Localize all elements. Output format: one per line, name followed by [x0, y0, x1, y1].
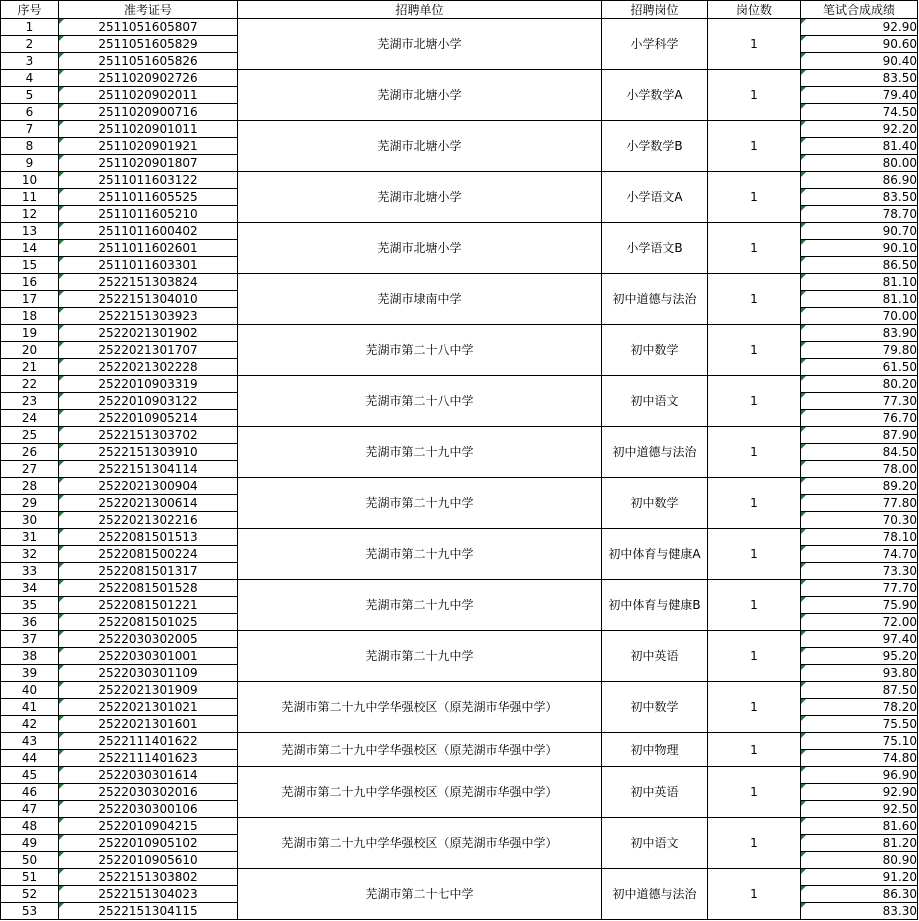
cell-seq[interactable]: 49 [1, 835, 59, 852]
table-body [1, 19, 918, 920]
cell-score[interactable]: 79.40 [801, 87, 918, 104]
cell-seq[interactable]: 15 [1, 257, 59, 274]
cell-exam-no[interactable]: 2522010903319 [59, 376, 238, 393]
cell-exam-no[interactable]: 2522030302016 [59, 784, 238, 801]
cell-exam-no[interactable]: 2522151303824 [59, 274, 238, 291]
cell-unit[interactable]: 芜湖市第二十九中学华强校区（原芜湖市华强中学） [238, 733, 602, 767]
table-row [1, 427, 918, 444]
cell-score[interactable]: 78.20 [801, 699, 918, 716]
header-row [1, 1, 918, 19]
table-row [1, 121, 918, 138]
cell-seq[interactable]: 21 [1, 359, 59, 376]
cell-position[interactable]: 初中体育与健康A [602, 529, 708, 580]
table-row [1, 223, 918, 240]
cell-exam-no[interactable]: 2522010905610 [59, 852, 238, 869]
cell-seq[interactable]: 6 [1, 104, 59, 121]
cell-exam-no[interactable]: 2522021301909 [59, 682, 238, 699]
cell-unit[interactable]: 芜湖市第二十八中学 [238, 376, 602, 427]
cell-score[interactable]: 80.90 [801, 852, 918, 869]
cell-seq[interactable]: 30 [1, 512, 59, 529]
cell-score[interactable]: 78.10 [801, 529, 918, 546]
cell-exam-no[interactable]: 2511011603122 [59, 172, 238, 189]
cell-score[interactable]: 79.80 [801, 342, 918, 359]
cell-position[interactable]: 初中数学 [602, 682, 708, 733]
cell-seq[interactable]: 37 [1, 631, 59, 648]
cell-seq[interactable]: 22 [1, 376, 59, 393]
cell-exam-no[interactable]: 2522081501025 [59, 614, 238, 631]
cell-count[interactable]: 1 [708, 274, 801, 325]
cell-exam-no[interactable]: 2522081501528 [59, 580, 238, 597]
table-row [1, 172, 918, 189]
cell-seq[interactable]: 33 [1, 563, 59, 580]
cell-seq[interactable]: 34 [1, 580, 59, 597]
cell-exam-no[interactable]: 2522151304010 [59, 291, 238, 308]
cell-score[interactable]: 83.50 [801, 70, 918, 87]
cell-exam-no[interactable]: 2522021302228 [59, 359, 238, 376]
cell-score[interactable]: 90.70 [801, 223, 918, 240]
cell-score[interactable]: 95.20 [801, 648, 918, 665]
cell-seq[interactable]: 4 [1, 70, 59, 87]
cell-exam-no[interactable]: 2511020902011 [59, 87, 238, 104]
cell-seq[interactable]: 20 [1, 342, 59, 359]
cell-seq[interactable]: 35 [1, 597, 59, 614]
cell-score[interactable]: 75.10 [801, 733, 918, 750]
cell-seq[interactable]: 26 [1, 444, 59, 461]
cell-position[interactable]: 初中数学 [602, 478, 708, 529]
cell-seq[interactable]: 23 [1, 393, 59, 410]
cell-unit[interactable]: 芜湖市北塘小学 [238, 19, 602, 70]
cell-unit[interactable]: 芜湖市埭南中学 [238, 274, 602, 325]
cell-unit[interactable]: 芜湖市第二十九中学华强校区（原芜湖市华强中学） [238, 767, 602, 818]
cell-count[interactable]: 1 [708, 631, 801, 682]
cell-score[interactable]: 74.80 [801, 750, 918, 767]
cell-exam-no[interactable]: 2511051605829 [59, 36, 238, 53]
cell-score[interactable]: 73.30 [801, 563, 918, 580]
cell-exam-no[interactable]: 2522111401623 [59, 750, 238, 767]
cell-seq[interactable]: 11 [1, 189, 59, 206]
cell-score[interactable]: 75.90 [801, 597, 918, 614]
cell-seq[interactable]: 5 [1, 87, 59, 104]
cell-exam-no[interactable]: 2522151303923 [59, 308, 238, 325]
cell-exam-no[interactable]: 2522030300106 [59, 801, 238, 818]
cell-score[interactable]: 86.90 [801, 172, 918, 189]
cell-score[interactable]: 86.50 [801, 257, 918, 274]
cell-exam-no[interactable]: 2522010904215 [59, 818, 238, 835]
cell-score[interactable]: 83.30 [801, 903, 918, 920]
cell-exam-no[interactable]: 2522010903122 [59, 393, 238, 410]
cell-exam-no[interactable]: 2511051605826 [59, 53, 238, 70]
cell-exam-no[interactable]: 2511011605210 [59, 206, 238, 223]
cell-unit[interactable]: 芜湖市北塘小学 [238, 172, 602, 223]
table-row [1, 529, 918, 546]
cell-score[interactable]: 78.00 [801, 461, 918, 478]
cell-score[interactable]: 81.10 [801, 274, 918, 291]
cell-seq[interactable]: 9 [1, 155, 59, 172]
cell-score[interactable]: 74.70 [801, 546, 918, 563]
table-row [1, 869, 918, 886]
cell-exam-no[interactable]: 2522021302216 [59, 512, 238, 529]
table-row [1, 682, 918, 699]
cell-seq[interactable]: 28 [1, 478, 59, 495]
cell-score[interactable]: 72.00 [801, 614, 918, 631]
cell-seq[interactable]: 10 [1, 172, 59, 189]
cell-seq[interactable]: 45 [1, 767, 59, 784]
cell-score[interactable]: 70.30 [801, 512, 918, 529]
cell-score[interactable]: 90.10 [801, 240, 918, 257]
cell-exam-no[interactable]: 2511020900716 [59, 104, 238, 121]
cell-score[interactable]: 92.50 [801, 801, 918, 818]
cell-seq[interactable]: 16 [1, 274, 59, 291]
cell-count[interactable]: 1 [708, 172, 801, 223]
cell-exam-no[interactable]: 2522081501221 [59, 597, 238, 614]
table-row [1, 818, 918, 835]
cell-seq[interactable]: 12 [1, 206, 59, 223]
cell-score[interactable]: 83.90 [801, 325, 918, 342]
cell-position[interactable]: 初中数学 [602, 325, 708, 376]
cell-exam-no[interactable]: 2522021300614 [59, 495, 238, 512]
cell-count[interactable]: 1 [708, 529, 801, 580]
table-row [1, 274, 918, 291]
cell-count[interactable]: 1 [708, 427, 801, 478]
cell-count[interactable]: 1 [708, 70, 801, 121]
cell-exam-no[interactable]: 2522010905102 [59, 835, 238, 852]
cell-position[interactable]: 小学数学B [602, 121, 708, 172]
cell-position[interactable]: 小学数学A [602, 70, 708, 121]
cell-score[interactable]: 92.90 [801, 19, 918, 36]
cell-unit[interactable]: 芜湖市第二十九中学 [238, 529, 602, 580]
cell-score[interactable]: 96.90 [801, 767, 918, 784]
cell-unit[interactable]: 芜湖市第二十八中学 [238, 325, 602, 376]
cell-exam-no[interactable]: 2522081501317 [59, 563, 238, 580]
cell-seq[interactable]: 18 [1, 308, 59, 325]
header-score[interactable]: 笔试合成成绩 [801, 1, 918, 19]
cell-seq[interactable]: 48 [1, 818, 59, 835]
cell-exam-no[interactable]: 2522151304114 [59, 461, 238, 478]
cell-unit[interactable]: 芜湖市第二十七中学 [238, 869, 602, 920]
cell-score[interactable]: 97.40 [801, 631, 918, 648]
table-row [1, 376, 918, 393]
cell-count[interactable]: 1 [708, 733, 801, 767]
cell-seq[interactable]: 50 [1, 852, 59, 869]
cell-score[interactable]: 77.70 [801, 580, 918, 597]
cell-score[interactable]: 81.20 [801, 835, 918, 852]
cell-seq[interactable]: 31 [1, 529, 59, 546]
cell-seq[interactable]: 51 [1, 869, 59, 886]
cell-exam-no[interactable]: 2522021300904 [59, 478, 238, 495]
cell-score[interactable]: 90.60 [801, 36, 918, 53]
cell-seq[interactable]: 41 [1, 699, 59, 716]
cell-seq[interactable]: 3 [1, 53, 59, 70]
cell-position[interactable]: 小学科学 [602, 19, 708, 70]
cell-seq[interactable]: 53 [1, 903, 59, 920]
cell-score[interactable]: 93.80 [801, 665, 918, 682]
cell-exam-no[interactable]: 2511020901011 [59, 121, 238, 138]
table-row [1, 70, 918, 87]
cell-unit[interactable]: 芜湖市第二十九中学华强校区（原芜湖市华强中学） [238, 682, 602, 733]
cell-unit[interactable]: 芜湖市第二十九中学 [238, 580, 602, 631]
cell-position[interactable]: 初中语文 [602, 376, 708, 427]
cell-exam-no[interactable]: 2522081501513 [59, 529, 238, 546]
table-row [1, 580, 918, 597]
cell-count[interactable]: 1 [708, 325, 801, 376]
cell-count[interactable]: 1 [708, 682, 801, 733]
cell-exam-no[interactable]: 2522081500224 [59, 546, 238, 563]
cell-score[interactable]: 87.50 [801, 682, 918, 699]
cell-score[interactable]: 90.40 [801, 53, 918, 70]
cell-exam-no[interactable]: 2511011600402 [59, 223, 238, 240]
cell-count[interactable]: 1 [708, 767, 801, 818]
cell-position[interactable]: 初中语文 [602, 818, 708, 869]
table-row [1, 733, 918, 750]
cell-exam-no[interactable]: 2511011603301 [59, 257, 238, 274]
cell-exam-no[interactable]: 2522151303702 [59, 427, 238, 444]
cell-count[interactable]: 1 [708, 19, 801, 70]
cell-exam-no[interactable]: 2511011605525 [59, 189, 238, 206]
cell-score[interactable]: 80.20 [801, 376, 918, 393]
cell-score[interactable]: 75.50 [801, 716, 918, 733]
cell-seq[interactable]: 43 [1, 733, 59, 750]
cell-seq[interactable]: 1 [1, 19, 59, 36]
header-exam-no[interactable]: 准考证号 [59, 1, 238, 19]
cell-seq[interactable]: 40 [1, 682, 59, 699]
cell-score[interactable]: 81.40 [801, 138, 918, 155]
cell-exam-no[interactable]: 2511011602601 [59, 240, 238, 257]
cell-unit[interactable]: 芜湖市第二十九中学 [238, 478, 602, 529]
cell-count[interactable]: 1 [708, 223, 801, 274]
cell-score[interactable]: 92.20 [801, 121, 918, 138]
cell-score[interactable]: 89.20 [801, 478, 918, 495]
cell-seq[interactable]: 17 [1, 291, 59, 308]
cell-score[interactable]: 87.90 [801, 427, 918, 444]
cell-position[interactable]: 小学语文B [602, 223, 708, 274]
cell-seq[interactable]: 7 [1, 121, 59, 138]
cell-unit[interactable]: 芜湖市北塘小学 [238, 223, 602, 274]
cell-count[interactable]: 1 [708, 376, 801, 427]
cell-score[interactable]: 86.30 [801, 886, 918, 903]
cell-score[interactable]: 78.70 [801, 206, 918, 223]
cell-count[interactable]: 1 [708, 580, 801, 631]
cell-score[interactable]: 70.00 [801, 308, 918, 325]
cell-seq[interactable]: 52 [1, 886, 59, 903]
header-seq[interactable]: 序号 [1, 1, 59, 19]
cell-unit[interactable]: 芜湖市北塘小学 [238, 121, 602, 172]
cell-exam-no[interactable]: 2522030301001 [59, 648, 238, 665]
cell-seq[interactable]: 42 [1, 716, 59, 733]
cell-count[interactable]: 1 [708, 818, 801, 869]
cell-exam-no[interactable]: 2511020901921 [59, 138, 238, 155]
table-header [1, 1, 918, 19]
cell-seq[interactable]: 39 [1, 665, 59, 682]
cell-seq[interactable]: 29 [1, 495, 59, 512]
cell-position[interactable]: 初中英语 [602, 767, 708, 818]
cell-seq[interactable]: 2 [1, 36, 59, 53]
cell-unit[interactable]: 芜湖市第二十九中学 [238, 631, 602, 682]
cell-score[interactable]: 81.60 [801, 818, 918, 835]
cell-seq[interactable]: 19 [1, 325, 59, 342]
cell-seq[interactable]: 46 [1, 784, 59, 801]
cell-exam-no[interactable]: 2522021301902 [59, 325, 238, 342]
cell-unit[interactable]: 芜湖市第二十九中学 [238, 427, 602, 478]
cell-seq[interactable]: 47 [1, 801, 59, 818]
cell-seq[interactable]: 14 [1, 240, 59, 257]
cell-seq[interactable]: 25 [1, 427, 59, 444]
cell-position[interactable]: 小学语文A [602, 172, 708, 223]
cell-exam-no[interactable]: 2522151303910 [59, 444, 238, 461]
cell-unit[interactable]: 芜湖市第二十九中学华强校区（原芜湖市华强中学） [238, 818, 602, 869]
cell-score[interactable]: 83.50 [801, 189, 918, 206]
cell-seq[interactable]: 44 [1, 750, 59, 767]
cell-seq[interactable]: 27 [1, 461, 59, 478]
cell-seq[interactable]: 38 [1, 648, 59, 665]
cell-exam-no[interactable]: 2511020902726 [59, 70, 238, 87]
cell-exam-no[interactable]: 2522151303802 [59, 869, 238, 886]
cell-score[interactable]: 81.10 [801, 291, 918, 308]
cell-unit[interactable]: 芜湖市北塘小学 [238, 70, 602, 121]
cell-score[interactable]: 77.30 [801, 393, 918, 410]
cell-position[interactable]: 初中道德与法治 [602, 274, 708, 325]
cell-exam-no[interactable]: 2511051605807 [59, 19, 238, 36]
table-row [1, 767, 918, 784]
cell-exam-no[interactable]: 2522021301707 [59, 342, 238, 359]
cell-position[interactable]: 初中道德与法治 [602, 427, 708, 478]
cell-score[interactable]: 76.70 [801, 410, 918, 427]
cell-position[interactable]: 初中道德与法治 [602, 869, 708, 920]
cell-seq[interactable]: 8 [1, 138, 59, 155]
cell-exam-no[interactable]: 2522151304023 [59, 886, 238, 903]
cell-exam-no[interactable]: 2522010905214 [59, 410, 238, 427]
cell-score[interactable]: 80.00 [801, 155, 918, 172]
cell-exam-no[interactable]: 2511020901807 [59, 155, 238, 172]
cell-score[interactable]: 74.50 [801, 104, 918, 121]
cell-score[interactable]: 92.90 [801, 784, 918, 801]
cell-seq[interactable]: 24 [1, 410, 59, 427]
cell-score[interactable]: 91.20 [801, 869, 918, 886]
cell-position[interactable]: 初中英语 [602, 631, 708, 682]
cell-position[interactable]: 初中物理 [602, 733, 708, 767]
cell-exam-no[interactable]: 2522021301021 [59, 699, 238, 716]
cell-exam-no[interactable]: 2522030301109 [59, 665, 238, 682]
cell-position[interactable]: 初中体育与健康B [602, 580, 708, 631]
cell-exam-no[interactable]: 2522151304115 [59, 903, 238, 920]
header-count[interactable]: 岗位数 [708, 1, 801, 19]
cell-score[interactable]: 84.50 [801, 444, 918, 461]
cell-score[interactable]: 61.50 [801, 359, 918, 376]
table-row [1, 631, 918, 648]
table-row [1, 19, 918, 36]
header-position[interactable]: 招聘岗位 [602, 1, 708, 19]
cell-count[interactable]: 1 [708, 869, 801, 920]
table-row [1, 478, 918, 495]
cell-exam-no[interactable]: 2522111401622 [59, 733, 238, 750]
cell-exam-no[interactable]: 2522030302005 [59, 631, 238, 648]
cell-seq[interactable]: 13 [1, 223, 59, 240]
cell-seq[interactable]: 36 [1, 614, 59, 631]
header-unit[interactable]: 招聘单位 [238, 1, 602, 19]
cell-seq[interactable]: 32 [1, 546, 59, 563]
cell-count[interactable]: 1 [708, 478, 801, 529]
cell-exam-no[interactable]: 2522030301614 [59, 767, 238, 784]
cell-exam-no[interactable]: 2522021301601 [59, 716, 238, 733]
table-row [1, 325, 918, 342]
cell-count[interactable]: 1 [708, 121, 801, 172]
cell-score[interactable]: 77.80 [801, 495, 918, 512]
